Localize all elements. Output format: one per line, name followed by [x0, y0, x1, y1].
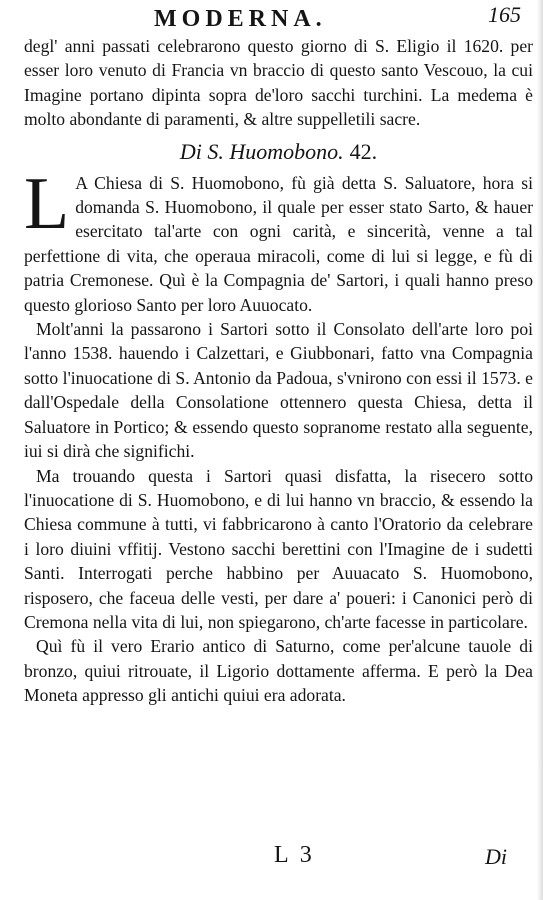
- running-head: [24, 0, 533, 34]
- page-number: 165: [488, 2, 521, 27]
- paragraph-3: Ma trouando questa i Sartori quasi disfatta, la risecero sotto l'inuocatione di S. Huomobono, e di lui hanno vn braccio, & essendo la Chiesa commune à tutti, vi fabbricarono à canto l'Oratorio da celebrare i loro diuini vffitij. Vestono sacchi berettini con l'Imagine de i sudetti Santi. Interrogati perche habbino per Auuacato S. Huomobono, risposero, che faceua delle vesti, per dare a' poueri: i Canonici però di Cremona nella vita di lui, non spiegarono, ch'arte facesse in particolare.: [24, 465, 533, 632]
- paragraph-1: [24, 162, 533, 317]
- body-text: [24, 34, 533, 708]
- running-title: MODERNA.: [154, 6, 327, 32]
- drop-cap: L: [24, 162, 70, 245]
- intro-paragraph: degl' anni passati celebrarono questo giorno di S. Eligio il 1620. per esser loro venuto di Francia vn braccio di questo santo Vescouo, la cui Imagine portano dipinta sopra de'loro sacchi turchini. La medema è molto abondante di paramenti, & altre suppelletili sacre.: [24, 36, 533, 130]
- paragraph-2: Molt'anni la passarono i Sartori sotto il Consolato dell'arte loro poi l'anno 1538. hauendo i Calzettari, e Giubbonari, fatto vna Compagnia sotto l'inuocatione di S. Antonio da Padoua, s'vnirono con essi il 1573. e dall'Ospedale della Consolatione ottennero questa Chiesa, detta il Saluatore in Portico; & essendo questo sopranome restato alla seguente, iui si dirà che significhi.: [24, 319, 533, 462]
- paragraph-1-text: A Chiesa di S. Huomobono, fù già detta S. Saluatore, hora si domanda S. Huomobono, il quale per esser stato Sarto, & hauer esercitato tal'arte con ogni carità, e sincerità, venne a tal perfettione di vita, che operaua miracoli, come di lui si legge, e fù di patria Cremonese. Quì è la Compagnia de' Sartori, i quali hanno preso questo glorioso Santo per loro Auuocato.: [24, 172, 533, 315]
- page-footer: [0, 842, 543, 882]
- paragraph-4: Quì fù il vero Erario antico di Saturno, come per'alcune tauole di bronzo, quiui ritrouate, il Ligorio dottamente afferma. E però la Dea Moneta appresso gli antichi quiui era adorata.: [24, 636, 533, 706]
- section-title: Di S. Huomobono.: [179, 138, 344, 164]
- section-number: 42.: [349, 138, 378, 164]
- catchword: Di: [485, 844, 507, 869]
- page-edge-shadow: [537, 0, 543, 900]
- signature-mark: L 3: [274, 842, 315, 868]
- section-heading: [24, 137, 533, 167]
